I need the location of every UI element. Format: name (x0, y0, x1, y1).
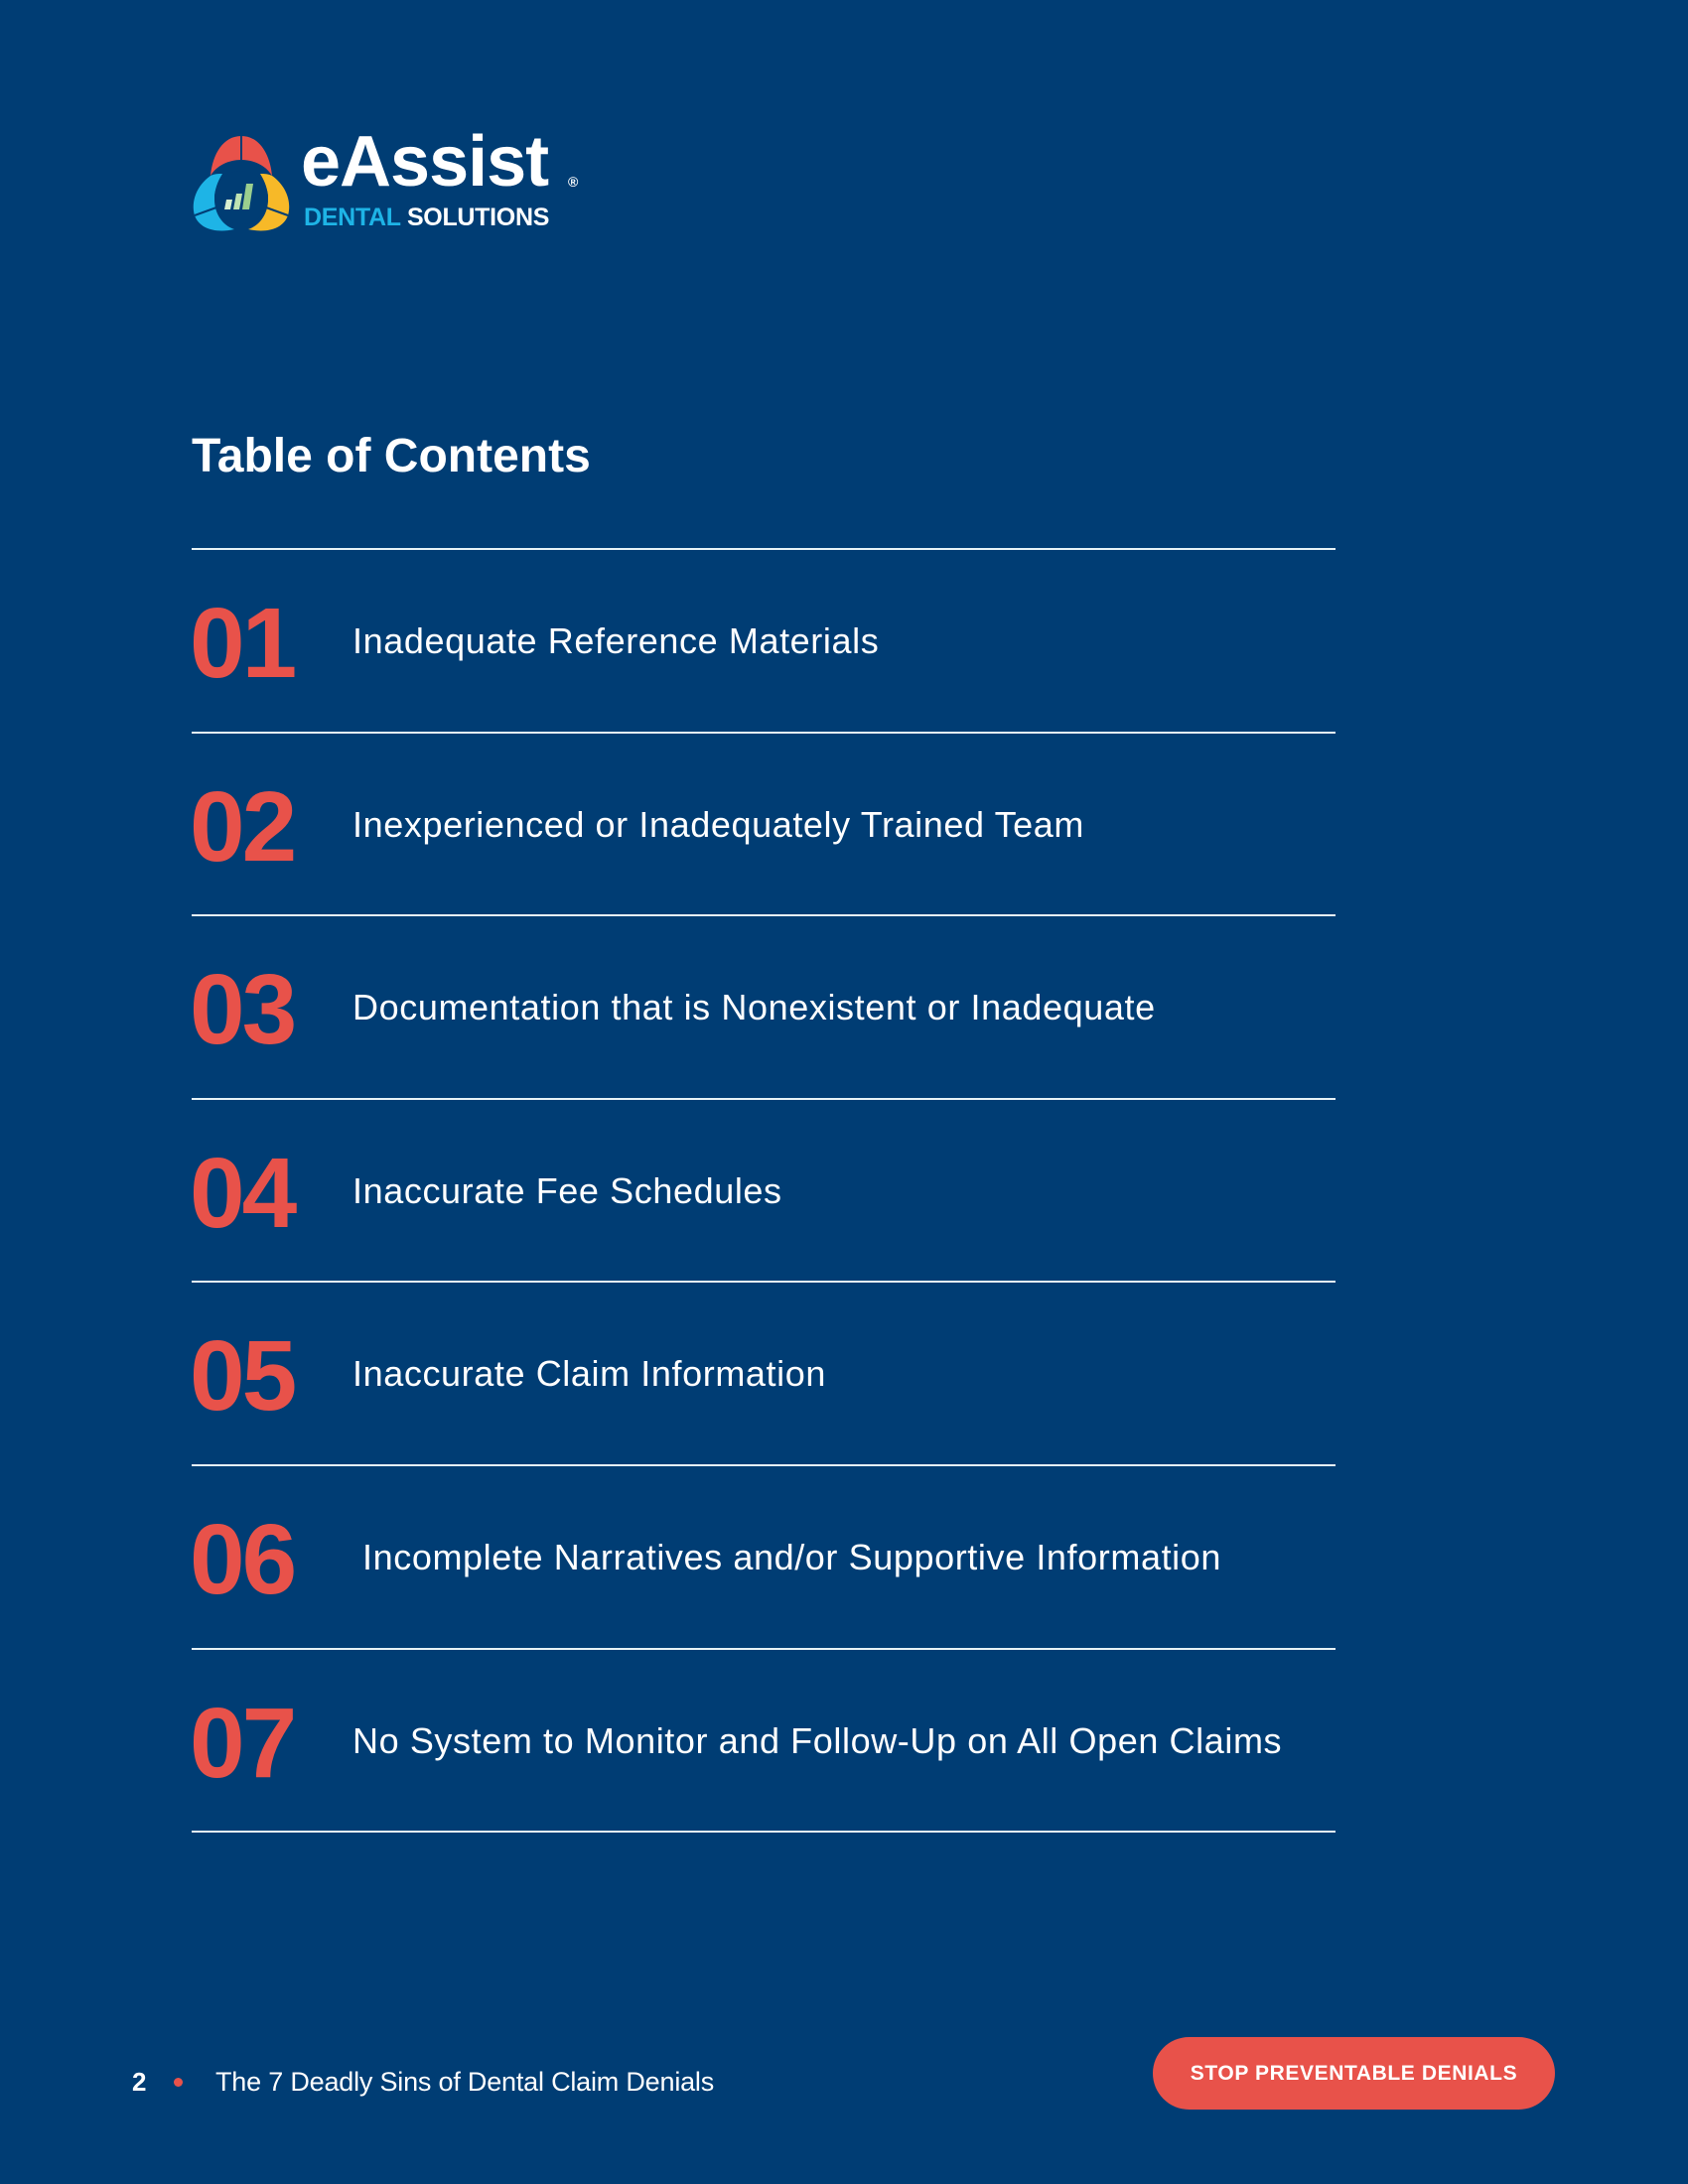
toc-item-label: Inaccurate Claim Information (352, 1353, 826, 1395)
toc-item-04[interactable] (192, 1100, 1336, 1282)
toc-item-number: 02 (190, 770, 295, 883)
toc-item-07[interactable] (192, 1650, 1336, 1832)
toc-item-label: Inexperienced or Inadequately Trained Team (352, 803, 1085, 845)
toc-item-number: 05 (190, 1320, 295, 1433)
logo-subtitle (304, 204, 549, 231)
toc-item-label: Inaccurate Fee Schedules (352, 1169, 782, 1211)
toc-item-number: 01 (190, 588, 295, 699)
logo-subtitle-solutions: SOLUTIONS (406, 204, 550, 231)
toc-item-number: 04 (190, 1137, 295, 1249)
logo-mark-icon (191, 134, 292, 233)
toc-item-label: Documentation that is Nonexistent or Inadequate (352, 987, 1156, 1028)
toc-item-number: 06 (190, 1503, 295, 1615)
page-number: 2 (132, 2066, 147, 2097)
stop-preventable-denials-button[interactable]: STOP PREVENTABLE DENIALS (1153, 2037, 1555, 2110)
brand-logo (191, 122, 608, 235)
toc-item-number: 07 (190, 1687, 295, 1799)
registered-mark: ® (568, 174, 579, 190)
toc-item-label: Incomplete Narratives and/or Supportive Information (362, 1536, 1222, 1577)
toc-item-label: No System to Monitor and Follow-Up on All Open Claims (352, 1719, 1283, 1761)
toc-item-02[interactable] (192, 734, 1336, 915)
toc-item-05[interactable] (192, 1283, 1336, 1464)
bullet-dot-icon (174, 2078, 183, 2087)
toc-item-01[interactable] (192, 550, 1336, 732)
page-title: Table of Contents (192, 430, 591, 482)
page-footer (132, 2065, 714, 2099)
divider (192, 1831, 1336, 1833)
toc-item-number: 03 (190, 954, 295, 1066)
logo-wordmark: eAssist (301, 122, 549, 202)
toc-item-06[interactable] (192, 1466, 1336, 1648)
toc-item-03[interactable] (192, 916, 1336, 1098)
toc-item-label: Inadequate Reference Materials (352, 620, 880, 661)
toc-list (192, 548, 1336, 1833)
document-title: The 7 Deadly Sins of Dental Claim Denials (215, 2066, 715, 2097)
logo-subtitle-dental: DENTAL (304, 204, 401, 231)
